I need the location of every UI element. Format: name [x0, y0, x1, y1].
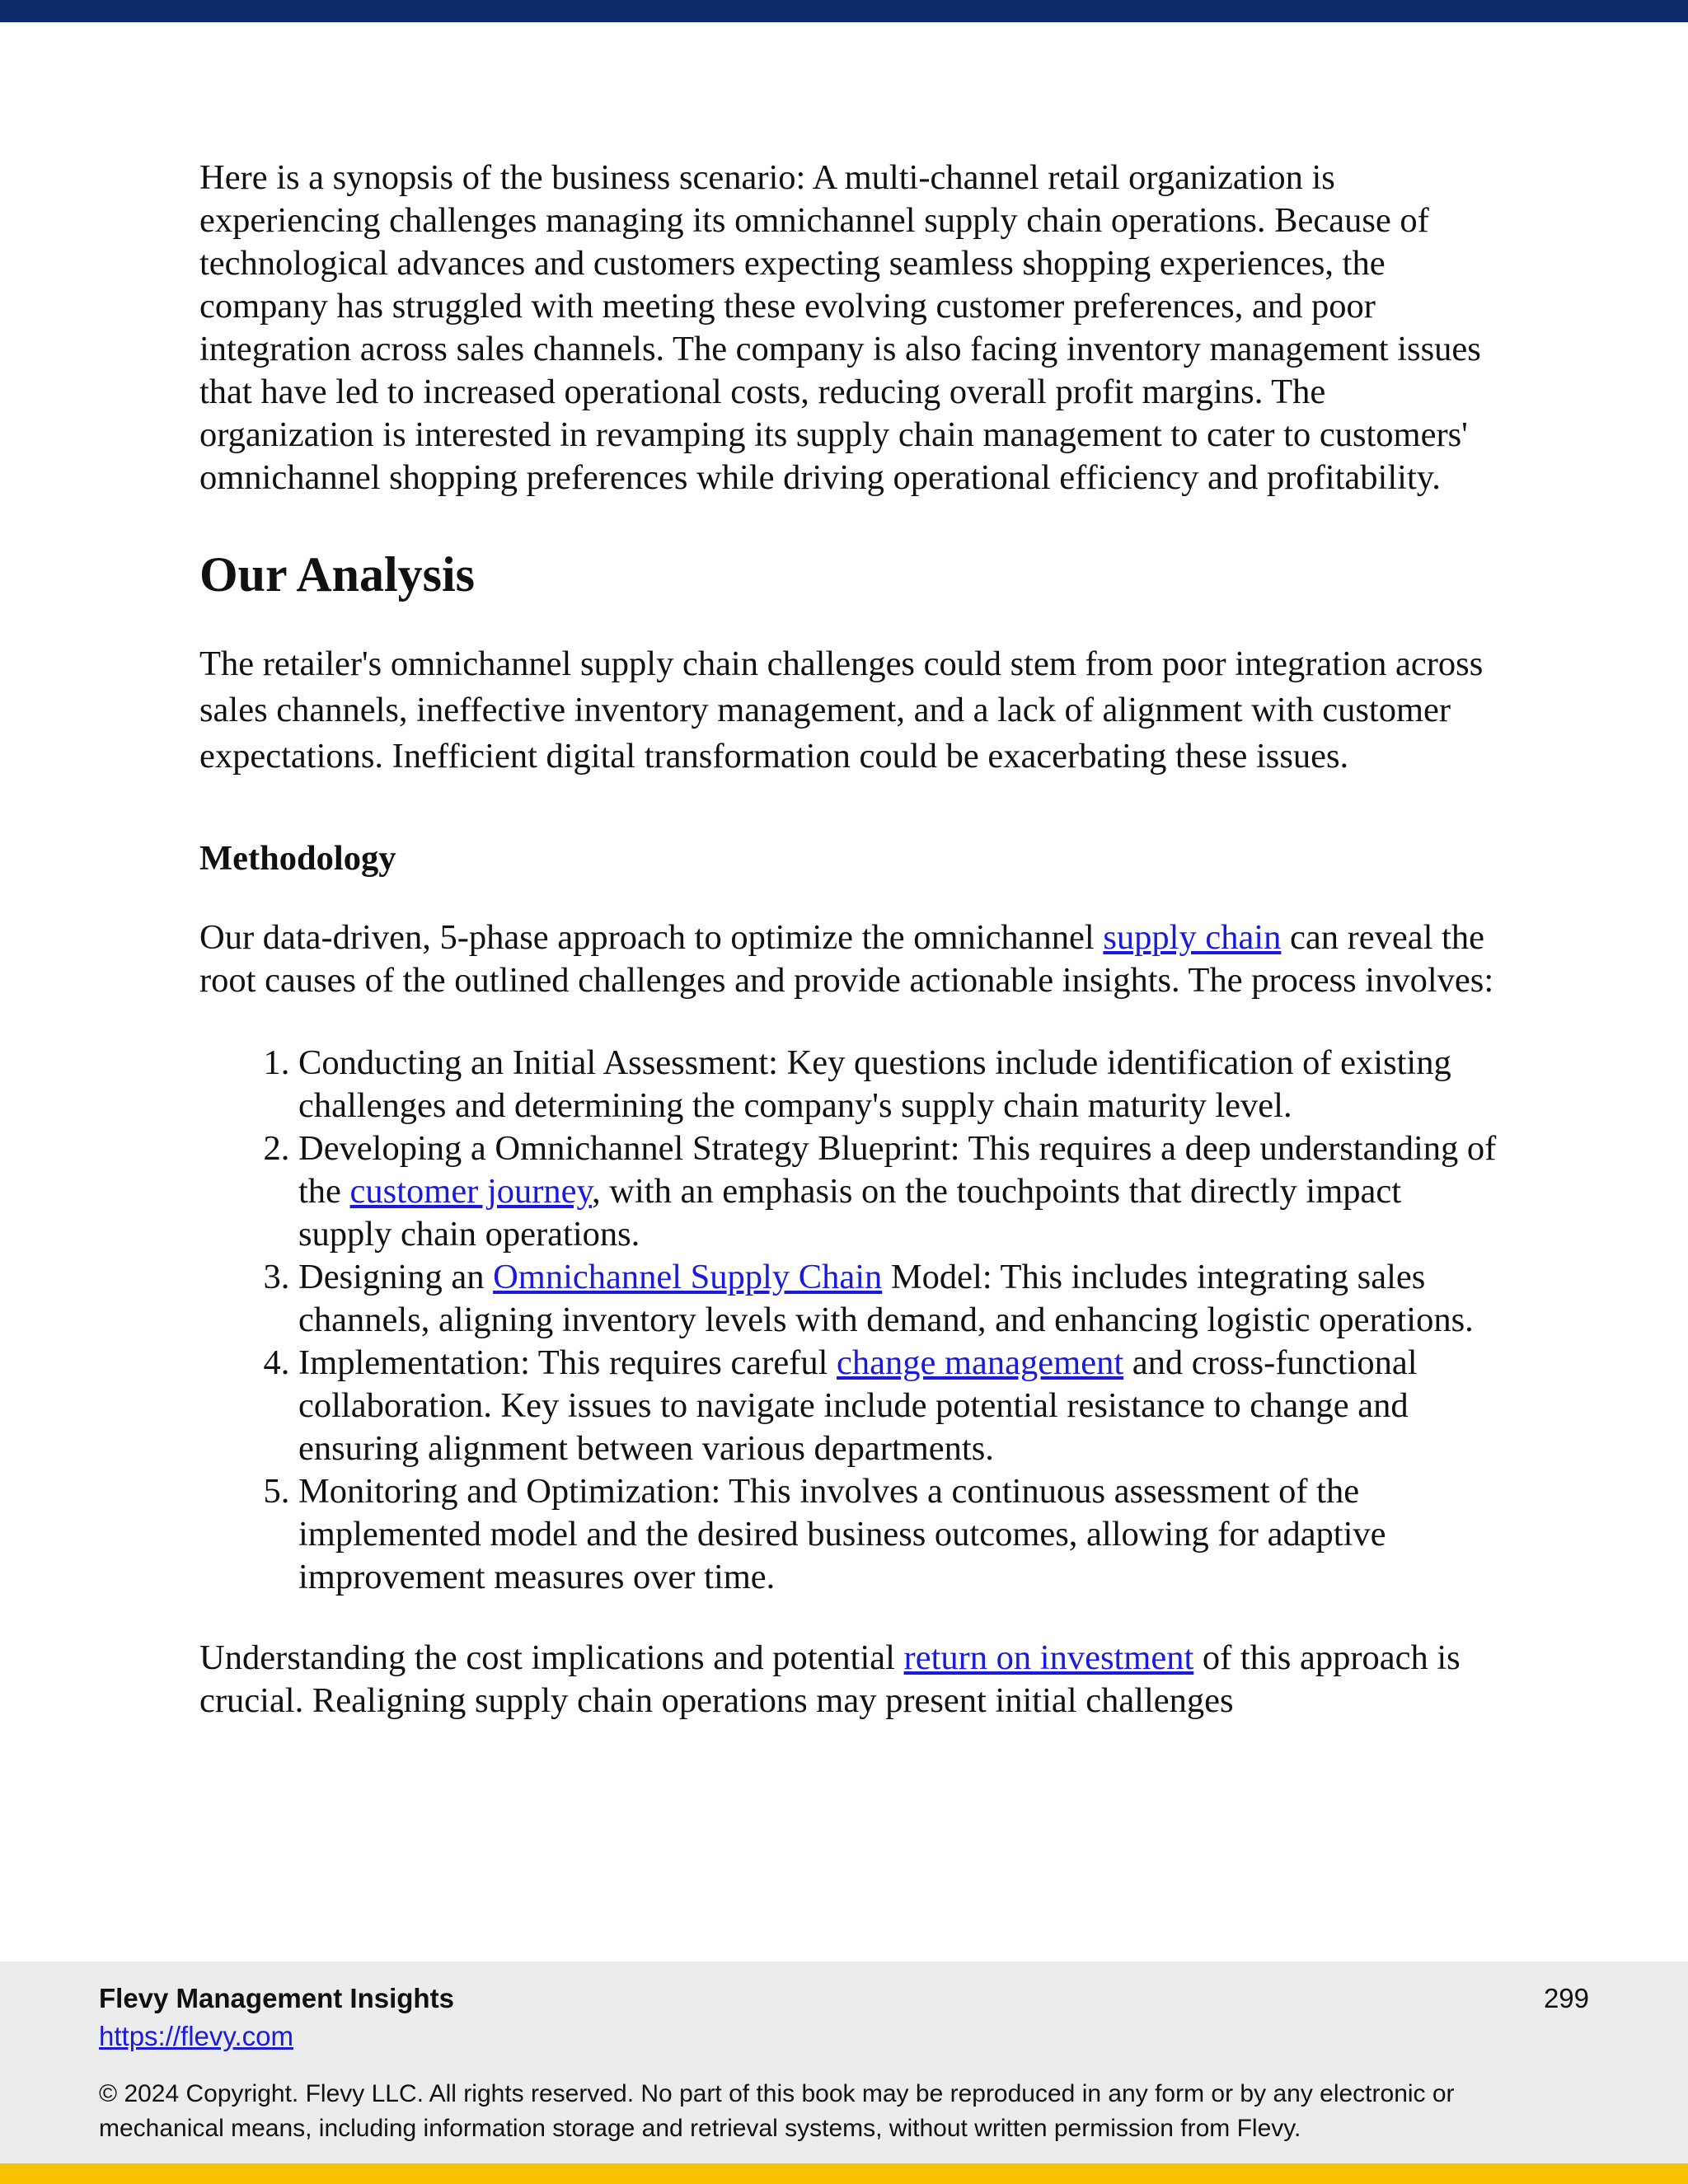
phase-item — [298, 1342, 1502, 1470]
phase-item — [298, 1127, 1502, 1256]
roi-paragraph — [199, 1637, 1502, 1722]
omnichannel-supply-chain-link[interactable]: Omnichannel Supply Chain — [493, 1258, 883, 1296]
roi-text-before: Understanding the cost implications and potential — [199, 1638, 904, 1677]
change-management-link[interactable]: change management — [837, 1343, 1124, 1382]
footer-url-link[interactable]: https://flevy.com — [99, 2021, 293, 2051]
methodology-heading: Methodology — [199, 839, 396, 878]
phase-text: Developing a Omnichannel Strategy Blueprint: This requires a deep understanding of the — [298, 1129, 1497, 1211]
document-body — [199, 157, 1502, 1722]
analysis-heading: Our Analysis — [199, 547, 476, 602]
page-number: 299 — [1543, 1983, 1589, 2013]
intro-paragraph: Here is a synopsis of the business scenario: A multi-channel retail organization is experiencing challenges managing its omnichannel supply chain operations. Because of technological advances and customers expecting seamless shopping experiences, the company has struggled with meeting these evolving customer preferences, and poor integration across sales channels. The company is also facing inventory management issues that have led to increased operational costs, reducing overall profit margins. The organization is interested in revamping its supply chain management to cater to customers' omnichannel shopping preferences while driving operational efficiency and profitability. — [199, 158, 1481, 497]
bottom-accent-bar — [0, 2163, 1688, 2184]
phase-text: , with an emphasis on the touchpoints that directly impact supply chain operations. — [298, 1172, 1402, 1254]
phase-text: Conducting an Initial Assessment: Key questions include identification of existing challenges and determining the company's supply chain maturity level. — [298, 1043, 1451, 1125]
phase-item — [298, 1256, 1502, 1342]
customer-journey-link[interactable]: customer journey — [349, 1172, 593, 1211]
analysis-paragraph: The retailer's omnichannel supply chain challenges could stem from poor integration across sales channels, ineffective inventory management, and a lack of alignment with customer expectations. Inefficient digital transformation could be exacerbating these issues. — [199, 644, 1484, 776]
phase-item — [298, 1470, 1502, 1599]
footer-brand: Flevy Management Insights — [99, 1983, 454, 2013]
phase-list — [199, 1042, 1502, 1599]
phase-text: Implementation: This requires careful — [298, 1343, 837, 1382]
phase-text: Model: This includes integrating sales channels, aligning inventory levels with demand, and enhancing logistic operations. — [298, 1258, 1474, 1339]
top-accent-bar — [0, 0, 1688, 22]
phase-text: Monitoring and Optimization: This involves a continuous assessment of the implemented model and the desired business outcomes, allowing for adaptive improvement measures over time. — [298, 1472, 1386, 1596]
phase-text: Designing an — [298, 1258, 494, 1296]
methodology-paragraph — [199, 916, 1502, 1002]
page-footer — [0, 1961, 1688, 2163]
phase-text: and cross-functional collaboration. Key issues to navigate include potential resistance to change and ensuring alignment between various departments. — [298, 1343, 1418, 1468]
supply-chain-link[interactable]: supply chain — [1103, 918, 1282, 957]
methodology-text-after: can reveal the root causes of the outlined challenges and provide actionable insights. The process involves: — [199, 918, 1494, 1000]
phase-item — [298, 1042, 1502, 1127]
roi-text-after: of this approach is crucial. Realigning supply chain operations may present initial challenges — [199, 1638, 1461, 1720]
methodology-text-before: Our data-driven, 5-phase approach to optimize the omnichannel — [199, 918, 1104, 957]
footer-copyright: © 2024 Copyright. Flevy LLC. All rights reserved. No part of this book may be reproduced in any form or by any electronic or mechanical means, including information storage and retrieval systems, without written permission from Flevy. — [99, 2080, 1455, 2142]
return-on-investment-link[interactable]: return on investment — [903, 1638, 1194, 1677]
